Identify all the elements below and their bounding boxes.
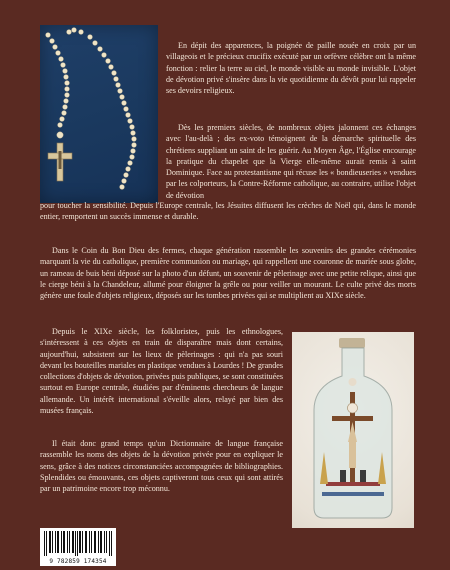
isbn-barcode: [40, 528, 116, 566]
paragraph-folkloristes: Depuis le XIXe siècle, les folkloristes, puis les ethnologues, s'intéressent à ces objets en train de disparaître mais dont certains, aujourd'hui, subsistent sur les lieux de pèlerinages : qui n'a pas souri devant les bouteilles mariales en plastique vendues à Lourdes ! De grandes collections d'objets de dévotion, privées puis publiques, se sont constituées surtout en Europe centrale, étudiées par d'éminents chercheurs de langue allemande. Un intérêt international s'éveille alors, relayé par bien des musées français.: [40, 327, 283, 415]
paragraph-premiers-siecles: Dès les premiers siècles, de nombreux objets jalonnent ces échanges avec l'au-delà ; des ex-voto témoignent de la démarche spirituelle des chrétiens suppliant un saint de les guérir. Au Moyen Âge, l'Église encourage la pratique du chapelet que la Vierge elle-même aurait remis à saint Dominique. Face au protestantisme qui récuse les « bondieuseries » vendues par les colporteurs, la Contre-Réforme catholique, au contraire, utilise l'objet de dévotion: [166, 123, 416, 200]
rosary-illustration: [40, 25, 158, 203]
paragraph-premiers-siecles-continued: pour toucher la sensibilité. Depuis l'Europe centrale, les Jésuites diffusent les crèches de Noël qui, dans le monde entier, remportent un succès immense et durable.: [40, 201, 416, 222]
barcode-bars: [44, 531, 112, 556]
bottle-illustration: [292, 332, 414, 528]
isbn-number: 9 782859 174354: [49, 558, 107, 565]
paragraph-apparences: En dépit des apparences, la poignée de paille nouée en croix par un villageois et le précieux crucifix exécuté par un orfèvre célèbre ont la même fonction : relier la terre au ciel, le monde visible au monde invisible. L'objet de dévotion privé s'insère dans la vie quotidienne du dévôt pour lui rappeler ses devoirs religieux.: [166, 41, 416, 95]
rosary-photo: [40, 25, 158, 203]
paragraph-dictionnaire: Il était donc grand temps qu'un Dictionnaire de langue française rassemble les noms des objets de la dévotion privée pour en expliquer le sens, grâce à des notices circonstanciées accompagnées de bibliographies. Splendides ou émouvants, ces objets captiveront tous ceux qui sont attirés par un patrimoine encore trop méconnu.: [40, 439, 283, 493]
paragraph-coin-du-bon-dieu: Dans le Coin du Bon Dieu des fermes, chaque génération rassemble les souvenirs des grandes cérémonies marquant la vie du catholique, première communion ou mariage, qui rappellent une couronne de mariée sous globe, un rameau de buis béni déposé sur la photo d'un défunt, un souvenir de pèlerinage avec une petite relique, ainsi que le cierge béni à la Chandeleur, allumé pour éloigner la grêle ou pour veiller un mourant. Le culte privé des morts génère une foule d'objets religieux, déposés sur les tombes privées qui se multiplient au XIXe siècle.: [40, 246, 416, 300]
crucifix-icon: [48, 143, 72, 181]
bottle-photo: [292, 332, 414, 528]
